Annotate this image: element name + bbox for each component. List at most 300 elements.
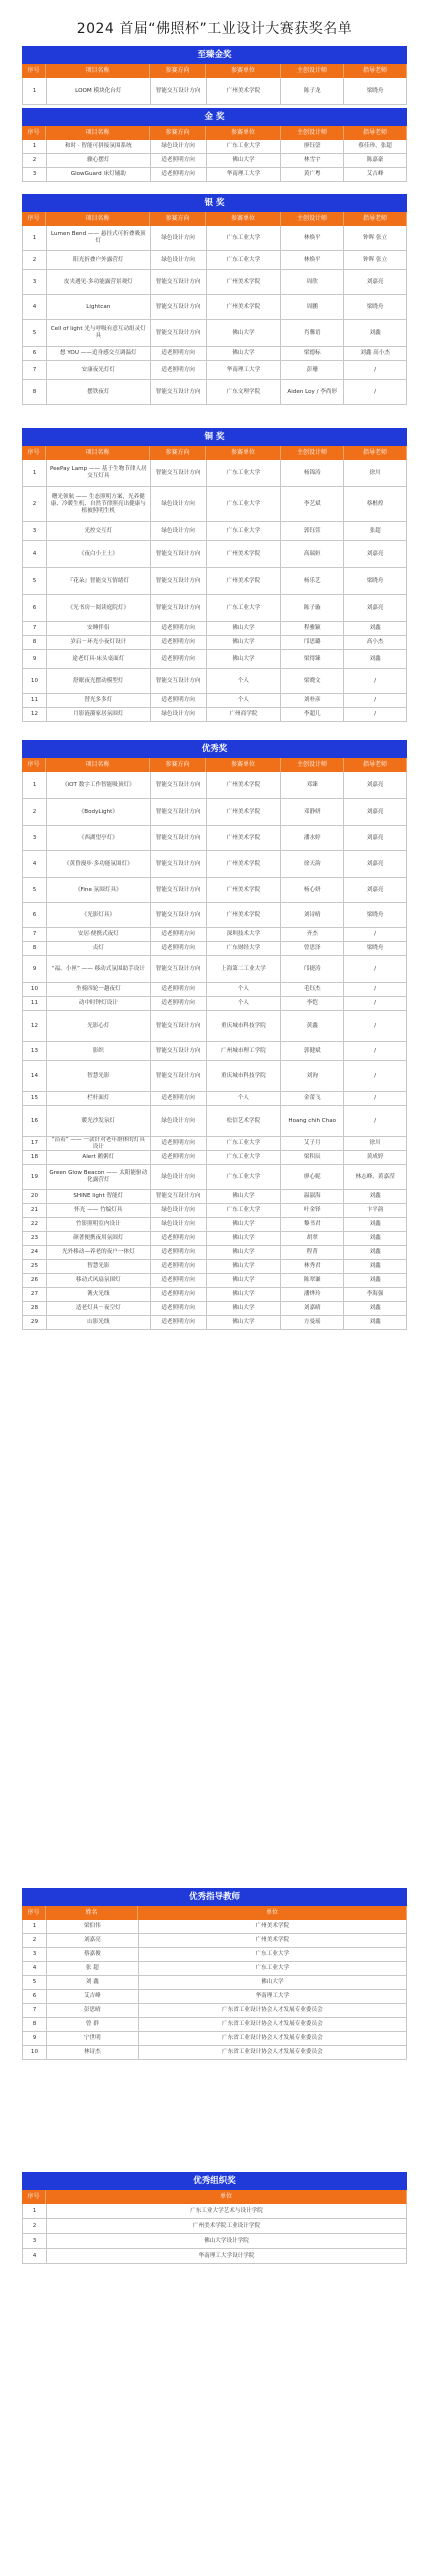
entry-track: 绿色设计方向 [151, 708, 207, 721]
lead-designer: 高瑞姮 [281, 541, 344, 567]
table-row [23, 380, 407, 405]
table-row [23, 1990, 407, 2004]
table-row [23, 1962, 407, 1976]
tutor: 刘鑫 [344, 650, 407, 668]
teacher-unit: 广东工业大学 [139, 1962, 407, 1975]
table-row [23, 772, 407, 799]
column-header: 单位 [138, 1906, 407, 1920]
row-number: 5 [23, 320, 47, 346]
row-number: 4 [23, 2249, 47, 2263]
table-row [23, 522, 407, 541]
row-number: 14 [23, 1061, 47, 1091]
tutor: / [344, 1092, 407, 1105]
entry-unit: 广东工业大学 [207, 1165, 282, 1189]
column-header: 参赛单位 [206, 212, 281, 226]
table-row [23, 851, 407, 878]
lead-designer: 邝思璐 [281, 636, 344, 649]
table-row [23, 2234, 407, 2249]
lead-designer: 林秀君 [281, 1260, 344, 1273]
column-header: 主创设计师 [281, 126, 344, 140]
lead-designer: 梁得臻 [281, 650, 344, 668]
table-row [23, 295, 407, 320]
tutor: 蔡楷煌 [344, 487, 407, 521]
column-header-row [22, 1906, 407, 1920]
row-number: 4 [23, 295, 47, 319]
table-row [23, 1920, 407, 1934]
entry-unit: 佛山大学 [207, 1316, 282, 1329]
entry-track: 智能交互设计方向 [151, 541, 207, 567]
entry-track: 智能交互设计方向 [151, 799, 207, 825]
lead-designer: 叶金铎 [281, 1204, 344, 1217]
table-row [23, 1976, 407, 1990]
award-section [22, 46, 407, 105]
entry-track: 适老照明方向 [151, 168, 207, 181]
entry-unit: 佛山大学 [207, 1260, 282, 1273]
entry-track: 适老照明方向 [151, 1246, 207, 1259]
row-number: 5 [23, 1976, 47, 1989]
table-row [23, 636, 407, 650]
entry-unit: 松信艺术学院 [207, 1106, 282, 1136]
row-number: 6 [23, 1990, 47, 2003]
project-name: Lumen Bend —— 悬挂式可折叠吸顶灯 [47, 226, 151, 250]
table-row [23, 1165, 407, 1190]
column-header-row [22, 2190, 407, 2204]
entry-track: 智能交互设计方向 [151, 320, 207, 346]
lead-designer: 郭健斌 [281, 1042, 344, 1060]
table-row [23, 799, 407, 826]
entry-track: 绿色设计方向 [151, 226, 207, 250]
project-name: 摆铁夜灯 [47, 380, 151, 404]
project-name: “福、小匣” —— 移动式氛围助手设计 [47, 956, 151, 982]
entry-unit: 佛山大学 [207, 1232, 282, 1245]
tutor: 刘鑫 [344, 1302, 407, 1315]
table-row [23, 2219, 407, 2234]
row-number: 1 [23, 1920, 47, 1933]
project-name: 曙光领航 —— 生态照明方案，光养健康、冷暖生机、自然节律照亮出健康与植被照明生机 [47, 487, 151, 521]
row-number: 1 [23, 460, 47, 486]
entry-track: 智能交互设计方向 [151, 295, 207, 319]
project-name: GlowGuard 床灯辅助 [47, 168, 151, 181]
tutor: 徐川 [344, 1137, 407, 1150]
column-header: 参赛单位 [206, 446, 281, 460]
lead-designer: 毛钰杰 [281, 983, 344, 996]
entry-track: 适老照明方向 [151, 347, 207, 360]
lead-designer: 陈翠谦 [281, 1274, 344, 1287]
lead-designer: 梁晓文 [281, 669, 344, 693]
row-number: 6 [23, 347, 47, 360]
row-number: 22 [23, 1218, 47, 1231]
lead-designer: 黄鑫 [281, 1011, 344, 1041]
entry-unit: 广东工业大学 [207, 1137, 282, 1150]
tutor: 梁晓舟 [344, 568, 407, 594]
tutor: / [344, 694, 407, 707]
lead-designer: 廖心妮 [281, 1165, 344, 1189]
column-header: 指导老师 [344, 758, 407, 772]
table-row [23, 669, 407, 694]
lead-designer: Aiden Loy / 李尚形 [281, 380, 344, 404]
row-number: 17 [23, 1137, 47, 1150]
project-name: 光外移动—养老的夜户一体灯 [47, 1246, 151, 1259]
tutor: 刘鑫 [344, 1218, 407, 1231]
table-row [23, 1151, 407, 1165]
entry-track: 智能交互设计方向 [151, 956, 207, 982]
project-name: 《光影灯具》 [47, 903, 151, 927]
entry-unit: 佛山大学 [207, 1274, 282, 1287]
row-number: 2 [23, 487, 47, 521]
project-name: 光控交互灯 [47, 522, 151, 540]
org-unit: 佛山大学设计学院 [47, 2234, 407, 2248]
teacher-unit: 广州美术学院 [139, 1920, 407, 1933]
entry-track: 适老照明方向 [151, 1288, 207, 1301]
lead-designer: 杨锦涛 [281, 460, 344, 486]
project-name: 坐骑四轮一趟夜灯 [47, 983, 151, 996]
row-number: 4 [23, 1962, 47, 1975]
table-row [23, 568, 407, 595]
table-row [23, 2204, 407, 2219]
tutor: 刘鑫 [344, 1260, 407, 1273]
tutor: / [344, 983, 407, 996]
lead-designer: 陈子龙 [281, 78, 344, 104]
entry-unit: 佛山大学 [207, 1302, 282, 1315]
table-row [23, 140, 407, 154]
row-number: 1 [23, 226, 47, 250]
tutor: 刘鑫 [344, 1232, 407, 1245]
entry-track: 适老照明方向 [151, 1316, 207, 1329]
project-name: 《iOT 数字工作智能吸顶灯》 [47, 772, 151, 798]
org-unit: 广州美术学院工业设计学院 [47, 2219, 407, 2233]
row-number: 2 [23, 154, 47, 167]
lead-designer: 刘嘉晴 [281, 1302, 344, 1315]
entry-track: 适老照明方向 [151, 650, 207, 668]
entry-unit: 深圳技术大学 [207, 928, 282, 941]
tutor: 钟晖 张立 [344, 226, 407, 250]
project-name: 光影心灯 [47, 1011, 151, 1041]
column-header: 序号 [22, 212, 46, 226]
project-name: 《西湖望亭灯》 [47, 826, 151, 850]
lead-designer: 梁积辰 [281, 1151, 344, 1164]
row-number: 2 [23, 2219, 47, 2233]
table-row [23, 1260, 407, 1274]
row-number: 5 [23, 568, 47, 594]
table-row [23, 1288, 407, 1302]
row-number: 5 [23, 878, 47, 902]
teacher-unit: 广州美术学院 [139, 1934, 407, 1947]
row-number: 15 [23, 1092, 47, 1105]
entry-track: 绿色设计方向 [151, 1106, 207, 1136]
row-number: 8 [23, 2018, 47, 2031]
table-row [23, 154, 407, 168]
table-row [23, 347, 407, 361]
row-number: 9 [23, 650, 47, 668]
row-number: 7 [23, 361, 47, 379]
entry-unit: 广州美术学院 [207, 78, 282, 104]
entry-track: 智能交互设计方向 [151, 270, 207, 294]
tutor: 刘嘉亮 [344, 851, 407, 877]
row-number: 29 [23, 1316, 47, 1329]
lead-designer: 温淑海 [281, 1190, 344, 1203]
tutor: 李海强 [344, 1288, 407, 1301]
row-number: 3 [23, 270, 47, 294]
tutor: 张超 [344, 522, 407, 540]
lead-designer: 程雅颖 [281, 622, 344, 635]
table-row [23, 1106, 407, 1137]
row-number: 28 [23, 1302, 47, 1315]
row-number: 7 [23, 2004, 47, 2017]
project-name: 智慧光影 [47, 1061, 151, 1091]
lead-designer: 黄广粤 [281, 168, 344, 181]
column-header: 参赛方向 [150, 446, 206, 460]
project-name: 贞灯 [47, 942, 151, 955]
lead-designer: 金蕾飞 [281, 1092, 344, 1105]
project-name: 《Fine 氛围灯具》 [47, 878, 151, 902]
teacher-name: 彭思晴 [47, 2004, 139, 2017]
award-section [22, 108, 407, 182]
column-header: 指导老师 [344, 126, 407, 140]
row-number: 24 [23, 1246, 47, 1259]
table-row [23, 1316, 407, 1330]
entry-track: 适老照明方向 [151, 1092, 207, 1105]
teacher-unit: 佛山大学 [139, 1976, 407, 1989]
row-number: 11 [23, 997, 47, 1010]
tutor: 梁晓舟 [344, 942, 407, 955]
entry-track: 绿色设计方向 [151, 251, 207, 269]
table-row [23, 168, 407, 182]
lead-designer: 李艺斌 [281, 487, 344, 521]
entry-unit: 广州美术学院 [207, 270, 282, 294]
section-heading: 优秀奖 [22, 740, 407, 758]
tutor: 陈嘉豪 [344, 154, 407, 167]
tutor: / [344, 361, 407, 379]
row-number: 2 [23, 799, 47, 825]
project-name: 安睡伴侣 [47, 622, 151, 635]
table-row [23, 361, 407, 380]
teacher-name: 曾 群 [47, 2018, 139, 2031]
entry-track: 绿色设计方向 [151, 1218, 207, 1231]
tutor: 刘鑫 [344, 1274, 407, 1287]
entry-unit: 个人 [207, 983, 282, 996]
project-name: 岁启－环光小夜灯设计 [47, 636, 151, 649]
entry-unit: 广东工业大学 [207, 460, 282, 486]
section-heading: 铜 奖 [22, 428, 407, 446]
project-name: 暖光沙发氛灯 [47, 1106, 151, 1136]
column-header: 项目名称 [46, 212, 150, 226]
project-name: 阳光折叠户外露营灯 [47, 251, 151, 269]
table-row [23, 903, 407, 928]
tutor: 高小杰 [344, 636, 407, 649]
lead-designer: 林焕平 [281, 251, 344, 269]
tutor: 梁晓舟 [344, 295, 407, 319]
entry-track: 适老照明方向 [151, 154, 207, 167]
row-number: 7 [23, 622, 47, 635]
project-name: 影织 [47, 1042, 151, 1060]
project-name: 怀光 —— 竹编灯具 [47, 1204, 151, 1217]
entry-unit: 佛山大学 [207, 650, 282, 668]
column-header: 参赛方向 [150, 64, 206, 78]
row-number: 7 [23, 928, 47, 941]
project-name: Alert 鹅粥灯 [47, 1151, 151, 1164]
tutor: 刘鑫 [344, 1190, 407, 1203]
project-name: 竹影照明室内设计 [47, 1218, 151, 1231]
column-header: 序号 [22, 446, 46, 460]
lead-designer: 周欣 [281, 270, 344, 294]
row-number: 27 [23, 1288, 47, 1301]
column-header: 参赛方向 [150, 212, 206, 226]
table-row [23, 2046, 407, 2060]
tutor: 卞平韵 [344, 1204, 407, 1217]
entry-unit: 广东工业大学 [207, 595, 282, 621]
tutor: / [344, 1061, 407, 1091]
lead-designer: 肖馨语 [281, 320, 344, 346]
lead-designer: 艾子月 [281, 1137, 344, 1150]
lead-designer: 梁德标 [281, 347, 344, 360]
entry-track: 绿色设计方向 [151, 140, 207, 153]
tutor: 梁晓舟 [344, 903, 407, 927]
project-name: 适老灯具－夜空灯 [47, 1302, 151, 1315]
lead-designer: 周鹏 [281, 295, 344, 319]
project-name: 《夜白小土土》 [47, 541, 151, 567]
tutor: / [344, 708, 407, 721]
project-name: 月影涟漪家居氛围灯 [47, 708, 151, 721]
table-row [23, 270, 407, 295]
tutor: 刘鑫 [344, 1246, 407, 1259]
tutor: 林志峰、黄嘉滢 [344, 1165, 407, 1189]
entry-track: 智能交互设计方向 [151, 460, 207, 486]
table-row [23, 1204, 407, 1218]
lead-designer: 方曼瑶 [281, 1316, 344, 1329]
entry-unit: 个人 [207, 669, 282, 693]
lead-designer: 李恺 [281, 997, 344, 1010]
section-heading: 优秀指导教师 [22, 1888, 407, 1906]
column-header: 项目名称 [46, 758, 150, 772]
entry-unit: 广东文理学院 [207, 380, 282, 404]
project-name: 想 YOU ——追身感交互调温灯 [47, 347, 151, 360]
row-number: 9 [23, 956, 47, 982]
project-name: 《BodyLight》 [47, 799, 151, 825]
entry-unit: 广州美术学院 [207, 772, 282, 798]
table-row [23, 956, 407, 983]
entry-unit: 广东工业大学 [207, 140, 282, 153]
award-section [22, 428, 407, 722]
table-row [23, 1274, 407, 1288]
entry-unit: 佛山大学 [207, 347, 282, 360]
project-name: 《光书房－阅读庭院灯》 [47, 595, 151, 621]
teacher-name: 艾吉峰 [47, 1990, 139, 2003]
table-row [23, 622, 407, 636]
project-name: 『花朵』智能交互情绪灯 [47, 568, 151, 594]
column-header: 序号 [22, 126, 46, 140]
table-row [23, 942, 407, 956]
tutor: 徐川 [344, 460, 407, 486]
entry-track: 智能交互设计方向 [151, 1190, 207, 1203]
row-number: 1 [23, 2204, 47, 2218]
project-name: 骤心摆灯 [47, 154, 151, 167]
column-header: 项目名称 [46, 64, 150, 78]
project-name: 山影光线 [47, 1316, 151, 1329]
column-header: 指导老师 [344, 446, 407, 460]
teacher-name: 蔡嘉俊 [47, 1948, 139, 1961]
tutor: 刘嘉亮 [344, 799, 407, 825]
row-number: 10 [23, 669, 47, 693]
lead-designer: 彭珊 [281, 361, 344, 379]
column-header: 参赛方向 [150, 758, 206, 772]
lead-designer: 刘朴彦 [281, 694, 344, 707]
column-header-row [22, 64, 407, 78]
entry-unit: 广东财经大学 [207, 942, 282, 955]
row-number: 8 [23, 942, 47, 955]
entry-unit: 广州城市理工学院 [207, 1042, 282, 1060]
table-row [23, 541, 407, 568]
teacher-unit: 广东省工业设计协会人才发展专业委员会 [139, 2018, 407, 2031]
section-heading: 银 奖 [22, 194, 407, 212]
project-name: SHINE light 智能灯 [47, 1190, 151, 1203]
teacher-name: 刘 鑫 [47, 1976, 139, 1989]
entry-unit: 重庆城市科技学院 [207, 1061, 282, 1091]
column-header: 主创设计师 [281, 64, 344, 78]
tutor: / [344, 928, 407, 941]
project-name: 途老灯具·床头桌面灯 [47, 650, 151, 668]
lead-designer: 李超儿 [281, 708, 344, 721]
entry-track: 绿色设计方向 [151, 1204, 207, 1217]
project-name: PeePay Lamp —— 基于生物节律人居交互灯具 [47, 460, 151, 486]
column-header: 序号 [22, 758, 46, 772]
lead-designer: 潘水婷 [281, 826, 344, 850]
entry-unit: 佛山大学 [207, 1218, 282, 1231]
tutor: 艾吉峰 [344, 168, 407, 181]
teacher-unit: 广东省工业设计协会人才发展专业委员会 [139, 2004, 407, 2017]
column-header-row [22, 758, 407, 772]
row-number: 20 [23, 1190, 47, 1203]
project-name: Cell of light 光与呼吸有意互动组灵灯具 [47, 320, 151, 346]
tutor: 蔡佳珍、张超 [344, 140, 407, 153]
lead-designer: Hoang chih Chao [281, 1106, 344, 1136]
entry-track: 适老照明方向 [151, 997, 207, 1010]
entry-unit: 广州美术学院 [207, 903, 282, 927]
table-row [23, 1232, 407, 1246]
entry-track: 适老照明方向 [151, 1232, 207, 1245]
entry-unit: 广州美术学院 [207, 541, 282, 567]
section-heading: 金 奖 [22, 108, 407, 126]
entry-track: 适老照明方向 [151, 983, 207, 996]
teacher-section [22, 1888, 407, 2060]
entry-unit: 华南理工大学 [207, 361, 282, 379]
row-number: 26 [23, 1274, 47, 1287]
tutor: 刘嘉亮 [344, 270, 407, 294]
tutor: 黄成婷 [344, 1151, 407, 1164]
table-row [23, 708, 407, 722]
entry-unit: 上海第二工业大学 [207, 956, 282, 982]
column-header: 主创设计师 [281, 758, 344, 772]
entry-unit: 广东工业大学 [207, 251, 282, 269]
org-section [22, 2172, 407, 2264]
entry-track: 智能交互设计方向 [151, 1042, 207, 1060]
entry-unit: 个人 [207, 694, 282, 707]
lead-designer: 刘诗晴 [281, 903, 344, 927]
table-row [23, 1092, 407, 1106]
entry-track: 适老照明方向 [151, 1151, 207, 1164]
column-header: 序号 [22, 1906, 46, 1920]
project-name: 安康夜光灯灯 [47, 361, 151, 379]
entry-unit: 个人 [207, 1092, 282, 1105]
lead-designer: 徐天韵 [281, 851, 344, 877]
row-number: 8 [23, 636, 47, 649]
table-row [23, 78, 407, 105]
teacher-unit: 广东省工业设计协会人才发展专业委员会 [139, 2032, 407, 2045]
row-number: 21 [23, 1204, 47, 1217]
row-number: 2 [23, 251, 47, 269]
row-number: 13 [23, 1042, 47, 1060]
entry-track: 绿色设计方向 [151, 487, 207, 521]
project-name: Lightcan [47, 295, 151, 319]
